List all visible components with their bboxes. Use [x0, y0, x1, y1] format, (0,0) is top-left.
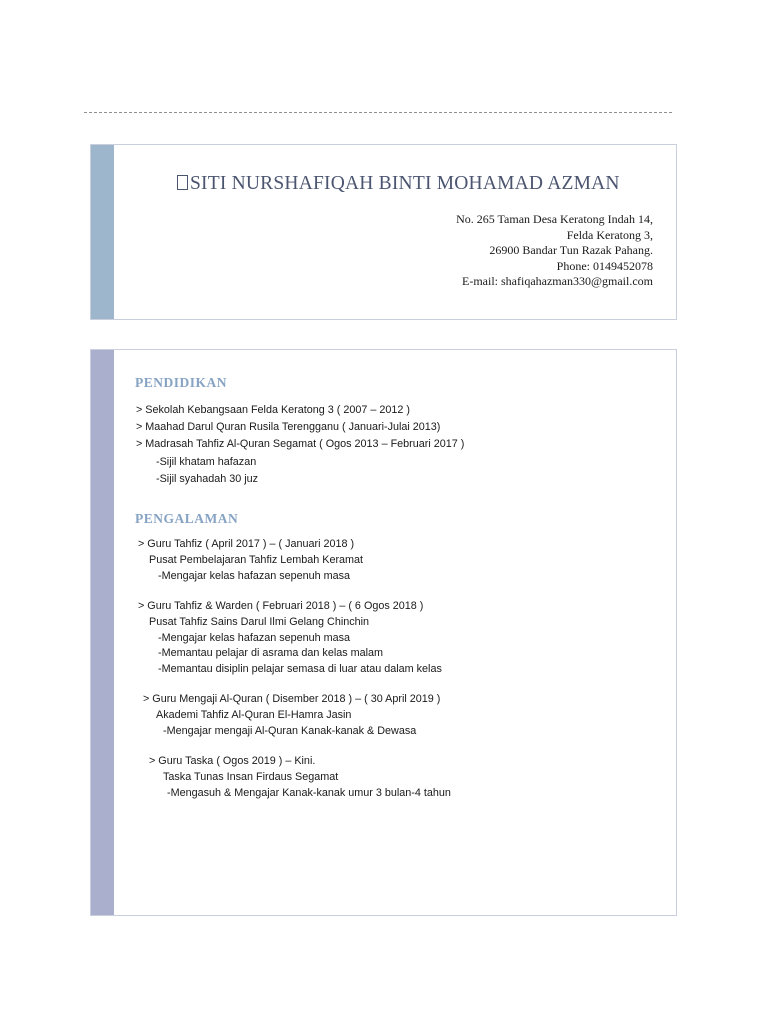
header-card	[90, 144, 677, 320]
resume-name	[177, 173, 620, 195]
dotted-divider	[84, 112, 672, 113]
job-place: Pusat Pembelajaran Tahfiz Lembah Keramat	[149, 554, 364, 566]
job-duty: -Mengajar kelas hafazan sepenuh masa	[158, 570, 351, 582]
job-duty: -Memantau pelajar di asrama dan kelas malam	[158, 647, 384, 659]
job-role: > Guru Mengaji Al-Quran ( Disember 2018 ) – ( 30 April 2019 )	[143, 693, 441, 705]
education-line: > Maahad Darul Quran Rusila Terengganu ( Januari-Julai 2013)	[136, 421, 441, 433]
address-line-1: No. 265 Taman Desa Keratong Indah 14,	[456, 212, 653, 226]
address-line-2: Felda Keratong 3,	[566, 227, 653, 242]
contact-block	[456, 212, 653, 290]
job-place: Akademi Tahfiz Al-Quran El-Hamra Jasin	[156, 709, 352, 721]
education-sub-line: -Sijil khatam hafazan	[156, 456, 257, 468]
header-accent-bar	[91, 145, 114, 319]
education-line: > Sekolah Kebangsaan Felda Keratong 3 ( 2007 – 2012 )	[136, 404, 411, 416]
job-duty: -Mengajar mengaji Al-Quran Kanak-kanak & Dewasa	[163, 725, 417, 737]
job-duty: -Mengasuh & Mengajar Kanak-kanak umur 3 bulan-4 tahun	[167, 787, 451, 799]
email-line: E-mail: shafiqahazman330@gmail.com	[462, 274, 653, 288]
job-place: Taska Tunas Insan Firdaus Segamat	[163, 771, 339, 783]
job-duty: -Mengajar kelas hafazan sepenuh masa	[158, 632, 351, 644]
job-role: > Guru Taska ( Ogos 2019 ) – Kini.	[149, 755, 316, 767]
job-place: Pusat Tahfiz Sains Darul Ilmi Gelang Chinchin	[149, 616, 370, 628]
body-accent-bar	[91, 350, 114, 915]
job-role: > Guru Tahfiz & Warden ( Februari 2018 ) – ( 6 Ogos 2018 )	[138, 600, 424, 612]
experience-title: PENGALAMAN	[135, 511, 239, 526]
name-text: SITI NURSHAFIQAH BINTI MOHAMAD AZMAN	[190, 173, 620, 194]
job-duty: -Memantau disiplin pelajar semasa di luar atau dalam kelas	[158, 663, 442, 675]
education-title: PENDIDIKAN	[135, 375, 228, 390]
box-glyph-icon	[177, 175, 188, 190]
address-line-3: 26900 Bandar Tun Razak Pahang.	[489, 243, 653, 257]
body-card	[90, 349, 677, 916]
job-role: > Guru Tahfiz ( April 2017 ) – ( Januari 2018 )	[138, 538, 355, 550]
phone-line: Phone: 0149452078	[556, 258, 653, 273]
education-sub-line: -Sijil syahadah 30 juz	[156, 473, 259, 485]
education-line: > Madrasah Tahfiz Al-Quran Segamat ( Ogos 2013 – Februari 2017 )	[136, 438, 465, 450]
